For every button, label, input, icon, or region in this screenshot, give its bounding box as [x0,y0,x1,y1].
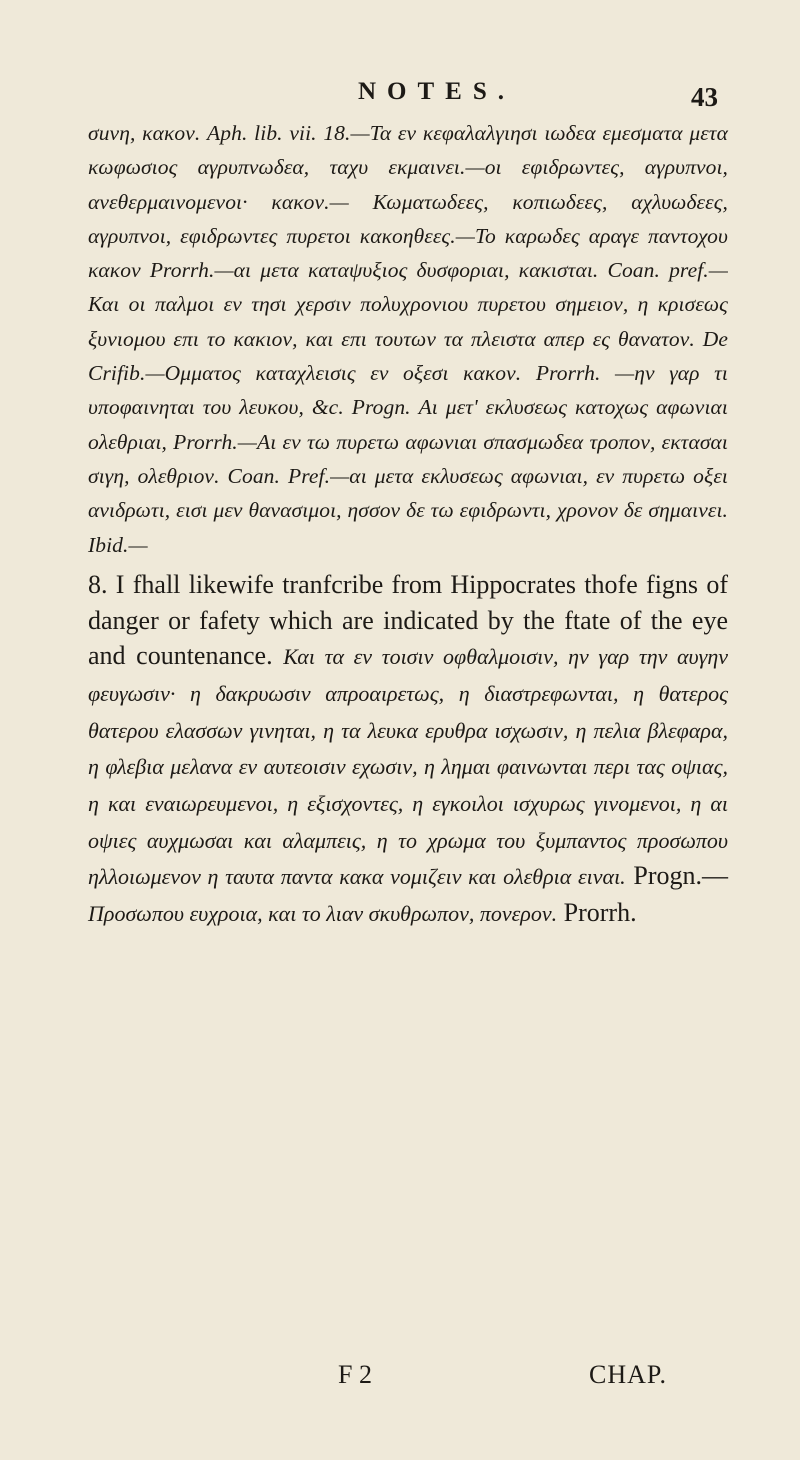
greek-quote: Και τα εν τοισιν οφθαλμοισιν, ην γαρ την αυγην φευγωσιν· η δακρυωσιν απροαιρετως, η διαστρεφωνται, η θατερος θατερου ελασσων γινηται, η τα λευκα ερυθρα ισχωσιν, η πελια βλεφαρα, η φλεβια μελανα εν αυτεοισιν εχωσιν, η λημαι φαινωνται περι τας οψιας, η και εναιωρευμενοι, η εξισχοντες, η εγκοιλοι ισχυρως γινομενοι, η αι οψιες αυχμωσαι και αλαμπεις, η το χρωμα του ξυμπαντος προσωπου ηλλοιωμενον η ταυτα παντα κακα νομιζειν και ολεθρια ειναι. [88,644,729,890]
page-number: 43 [691,82,718,112]
running-title: NOTES. [358,78,516,105]
signature-mark: F 2 [338,1360,372,1389]
catchword: CHAP. [589,1360,667,1389]
prorrh-reference: Prorrh. [563,898,637,928]
page-footer [0,1360,800,1400]
notes-paragraph: σuνη, κακον. Aph. lib. vii. 18.—Τα εν κεφαλαλγιησι ιωδεα εμεσματα μετα κωφωσιος αγρυπνωδεα, ταχυ εκμαινει.—οι εφιδρωντες, αγρυπνοι, ανεθερμαινομενοι· κακον.— Κωματωδεες, κοπιωδεες, αχλυωδεες, αγρυπνοι, εφιδρωντες πυρετοι κακοηθεες.—Το καρωδες αραγε παντοχου κακον Prorrh.—αι μετα καταψυξιος δυσφοριαι, κακισται. Coan. pref.—Και οι παλμοι εν τησι χερσιν πολυχρονιου πυρετου σημειον, η κρισεως ξυνιομου επι το κακιον, και επι τουτων τα πλειστα απερ ες θανατον. De Crifib.—Ομματος καταχλεισις εν οξεσι κακον. Prorrh. —ην γαρ τι υποφαινηται του λευκου, &c. Progn. Αι μετ' εκλυσεως κατοχως αφωνιαι ολεθριαι, Prorrh.—Αι εν τω πυρετω αφωνιαι σπασμωδεα τροπον, εκτασαι σιγη, ολεθριον. Coan. Pref.—αι μετα εκλυσεως αφωνιαι, εν πυρετω οξει ανιδρωτι, εισι μεν θανασιμοι, ησσον δε τω εφιδρωντι, χρονον δε σημαινει. Ibid.— [88,121,728,557]
section-intro: 8. I fhall likewife tranfcribe from Hippocrates thofe figns of danger or fafety which are indicated by the ftate of the eye and countenance. [88,569,728,671]
body-text [88,116,728,932]
closing-greek: Προσωπου ευχροια, και το λιαν σκυθρωπον, πονερον. [88,901,558,927]
running-head [0,78,800,118]
section-8-paragraph [88,567,728,932]
progn-reference: Progn.— [633,861,728,891]
